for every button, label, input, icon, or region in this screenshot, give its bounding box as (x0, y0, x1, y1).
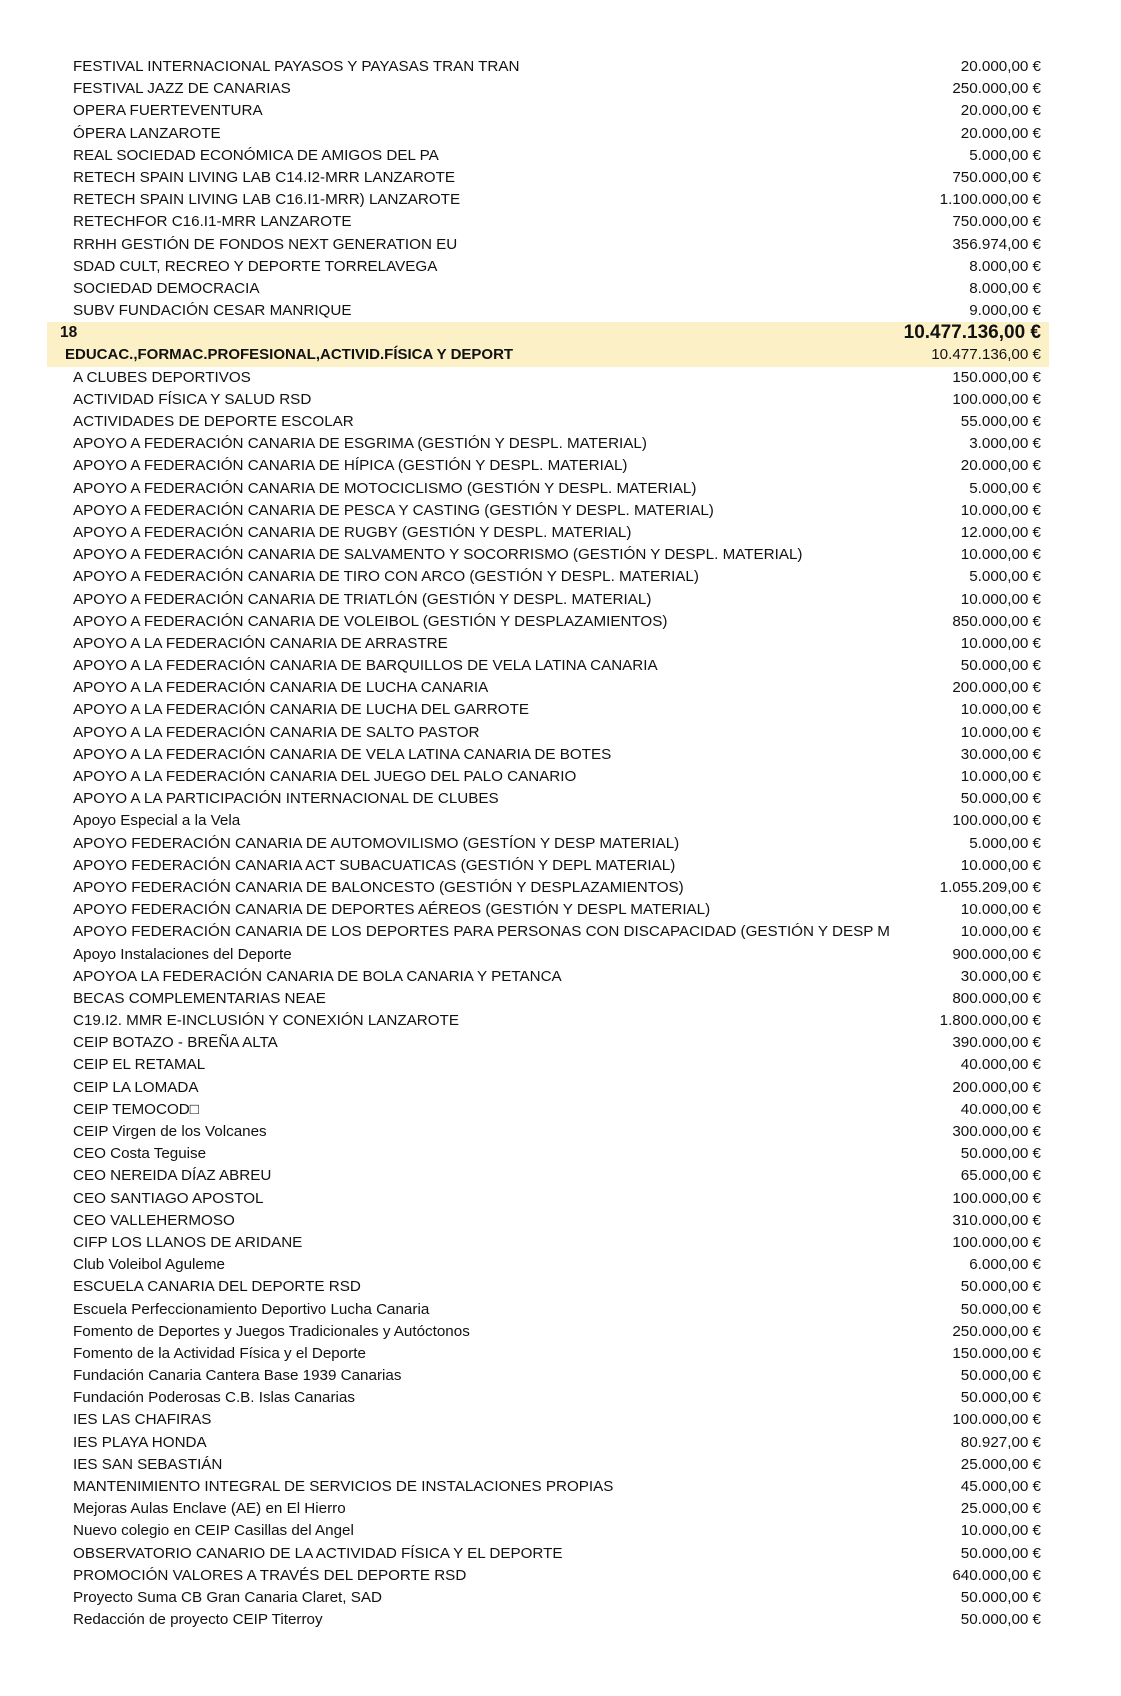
budget-row (47, 300, 1049, 322)
section-name: EDUCAC.,FORMAC.PROFESIONAL,ACTIVID.FÍSICA Y DEPORT (65, 346, 514, 364)
row-label: IES LAS CHAFIRAS (73, 1411, 212, 1429)
budget-row (47, 234, 1049, 256)
budget-table (47, 56, 1049, 1631)
row-amount: 100.000,00 € (952, 390, 1041, 408)
row-label: APOYO A LA PARTICIPACIÓN INTERNACIONAL DE CLUBES (73, 790, 499, 808)
row-label: Fundación Poderosas C.B. Islas Canarias (73, 1389, 355, 1407)
row-label: RETECHFOR C16.I1-MRR LANZAROTE (73, 213, 352, 231)
budget-row (47, 1121, 1049, 1143)
row-amount: 10.000,00 € (960, 723, 1041, 741)
row-label: Fundación Canaria Cantera Base 1939 Canarias (73, 1367, 402, 1385)
row-amount: 12.000,00 € (960, 523, 1041, 541)
row-amount: 750.000,00 € (952, 213, 1041, 231)
row-amount: 20.000,00 € (960, 457, 1041, 475)
row-label: FESTIVAL JAZZ DE CANARIAS (73, 80, 291, 98)
row-amount: 100.000,00 € (952, 812, 1041, 830)
row-amount: 50.000,00 € (960, 1300, 1041, 1318)
row-label: APOYO A LA FEDERACIÓN CANARIA DE LUCHA CANARIA (73, 679, 489, 697)
budget-row (47, 566, 1049, 588)
budget-row (47, 278, 1049, 300)
row-label: Escuela Perfeccionamiento Deportivo Lucha Canaria (73, 1300, 430, 1318)
row-label: Apoyo Especial a la Vela (73, 812, 241, 830)
budget-row (47, 655, 1049, 677)
row-amount: 200.000,00 € (952, 679, 1041, 697)
row-label: SOCIEDAD DEMOCRACIA (73, 279, 260, 297)
budget-row (47, 367, 1049, 389)
row-amount: 850.000,00 € (952, 612, 1041, 630)
row-amount: 390.000,00 € (952, 1034, 1041, 1052)
row-amount: 356.974,00 € (952, 235, 1041, 253)
row-amount: 310.000,00 € (952, 1211, 1041, 1229)
budget-row (47, 1210, 1049, 1232)
budget-row (47, 1498, 1049, 1520)
budget-row (47, 810, 1049, 832)
items-after-section (47, 367, 1049, 1632)
row-label: REAL SOCIEDAD ECONÓMICA DE AMIGOS DEL PA (73, 146, 439, 164)
row-label: A CLUBES DEPORTIVOS (73, 368, 251, 386)
row-label: CEO NEREIDA DÍAZ ABREU (73, 1167, 272, 1185)
budget-row (47, 855, 1049, 877)
budget-row (47, 1587, 1049, 1609)
row-amount: 10.000,00 € (960, 501, 1041, 519)
budget-row (47, 877, 1049, 899)
budget-row (47, 899, 1049, 921)
row-amount: 20.000,00 € (960, 58, 1041, 75)
row-label: ACTIVIDAD FÍSICA Y SALUD RSD (73, 390, 312, 408)
row-amount: 6.000,00 € (969, 1256, 1041, 1274)
row-label: Mejoras Aulas Enclave (AE) en El Hierro (73, 1500, 346, 1518)
budget-row (47, 788, 1049, 810)
budget-row (47, 389, 1049, 411)
budget-row (47, 433, 1049, 455)
budget-row (47, 589, 1049, 611)
row-amount: 40.000,00 € (960, 1100, 1041, 1118)
budget-row (47, 1165, 1049, 1187)
budget-row (47, 189, 1049, 211)
row-amount: 1.800.000,00 € (939, 1012, 1041, 1030)
budget-row (47, 677, 1049, 699)
row-label: C19.I2. MMR E-INCLUSIÓN Y CONEXIÓN LANZAROTE (73, 1012, 459, 1030)
section-header-row (47, 322, 1049, 344)
row-label: ESCUELA CANARIA DEL DEPORTE RSD (73, 1278, 361, 1296)
budget-row (47, 211, 1049, 233)
row-label: APOYO A LA FEDERACIÓN CANARIA DE VELA LATINA CANARIA DE BOTES (73, 745, 612, 763)
row-amount: 5.000,00 € (969, 834, 1041, 852)
row-label: RETECH SPAIN LIVING LAB C16.I1-MRR) LANZAROTE (73, 191, 461, 209)
row-amount: 20.000,00 € (960, 124, 1041, 142)
row-amount: 250.000,00 € (952, 1322, 1041, 1340)
row-label: SDAD CULT, RECREO Y DEPORTE TORRELAVEGA (73, 257, 438, 275)
row-amount: 1.055.209,00 € (939, 878, 1041, 896)
budget-row (47, 1077, 1049, 1099)
budget-row (47, 966, 1049, 988)
row-amount: 10.000,00 € (960, 856, 1041, 874)
budget-row (47, 1143, 1049, 1165)
row-amount: 25.000,00 € (960, 1500, 1041, 1518)
row-label: ÓPERA LANZAROTE (73, 124, 221, 142)
budget-row (47, 1010, 1049, 1032)
row-label: Proyecto Suma CB Gran Canaria Claret, SAD (73, 1588, 382, 1606)
row-amount: 30.000,00 € (960, 967, 1041, 985)
row-label: APOYO A FEDERACIÓN CANARIA DE ESGRIMA (GESTIÓN Y DESPL. MATERIAL) (73, 435, 647, 453)
row-amount: 9.000,00 € (969, 302, 1041, 320)
budget-row (47, 699, 1049, 721)
budget-row (47, 744, 1049, 766)
row-amount: 50.000,00 € (960, 657, 1041, 675)
budget-row (47, 1099, 1049, 1121)
row-label: APOYO A FEDERACIÓN CANARIA DE RUGBY (GESTIÓN Y DESPL. MATERIAL) (73, 523, 632, 541)
budget-row (47, 522, 1049, 544)
row-amount: 5.000,00 € (969, 479, 1041, 497)
budget-row (47, 544, 1049, 566)
row-label: Fomento de la Actividad Física y el Deporte (73, 1344, 366, 1362)
row-label: RETECH SPAIN LIVING LAB C14.I2-MRR LANZAROTE (73, 168, 456, 186)
row-amount: 25.000,00 € (960, 1455, 1041, 1473)
row-label: CEO SANTIAGO APOSTOL (73, 1189, 264, 1207)
row-amount: 50.000,00 € (960, 1588, 1041, 1606)
row-amount: 8.000,00 € (969, 279, 1041, 297)
row-amount: 10.000,00 € (960, 901, 1041, 919)
row-amount: 100.000,00 € (952, 1189, 1041, 1207)
row-amount: 800.000,00 € (952, 989, 1041, 1007)
budget-row (47, 1343, 1049, 1365)
budget-row (47, 1254, 1049, 1276)
row-label: APOYO A FEDERACIÓN CANARIA DE PESCA Y CASTING (GESTIÓN Y DESPL. MATERIAL) (73, 501, 714, 519)
budget-row (47, 1188, 1049, 1210)
row-label: BECAS COMPLEMENTARIAS NEAE (73, 989, 326, 1007)
row-amount: 200.000,00 € (952, 1078, 1041, 1096)
row-amount: 10.000,00 € (960, 590, 1041, 608)
row-amount: 50.000,00 € (960, 1145, 1041, 1163)
row-label: OBSERVATORIO CANARIO DE LA ACTIVIDAD FÍSICA Y EL DEPORTE (73, 1544, 563, 1562)
budget-row (47, 1032, 1049, 1054)
row-label: OPERA FUERTEVENTURA (73, 102, 263, 120)
budget-row (47, 1276, 1049, 1298)
section-name-row (47, 344, 1049, 366)
budget-row (47, 1432, 1049, 1454)
budget-row (47, 500, 1049, 522)
budget-row (47, 1365, 1049, 1387)
row-label: IES PLAYA HONDA (73, 1433, 207, 1451)
budget-row (47, 988, 1049, 1010)
budget-row (47, 123, 1049, 145)
row-amount: 3.000,00 € (969, 435, 1041, 453)
budget-row (47, 1565, 1049, 1587)
budget-row (47, 100, 1049, 122)
budget-row (47, 56, 1049, 78)
budget-row (47, 611, 1049, 633)
row-label: APOYO A FEDERACIÓN CANARIA DE MOTOCICLISMO (GESTIÓN Y DESPL. MATERIAL) (73, 479, 697, 497)
budget-row (47, 1321, 1049, 1343)
row-amount: 300.000,00 € (952, 1123, 1041, 1140)
row-amount: 80.927,00 € (960, 1433, 1041, 1451)
row-label: CEIP BOTAZO - BREÑA ALTA (73, 1034, 278, 1052)
budget-row (47, 1232, 1049, 1254)
budget-row (47, 1299, 1049, 1321)
row-label: APOYO FEDERACIÓN CANARIA ACT SUBACUATICAS (GESTIÓN Y DEPL MATERIAL) (73, 856, 676, 874)
row-label: APOYO A FEDERACIÓN CANARIA DE HÍPICA (GESTIÓN Y DESPL. MATERIAL) (73, 457, 628, 475)
row-label: APOYO A FEDERACIÓN CANARIA DE VOLEIBOL (GESTIÓN Y DESPLAZAMIENTOS) (73, 612, 668, 630)
row-label: CEIP EL RETAMAL (73, 1056, 206, 1074)
row-label: IES SAN SEBASTIÁN (73, 1455, 223, 1473)
row-label: Nuevo colegio en CEIP Casillas del Angel (73, 1522, 354, 1540)
budget-row (47, 633, 1049, 655)
row-amount: 50.000,00 € (960, 1611, 1041, 1629)
row-label: APOYO A LA FEDERACIÓN CANARIA DE BARQUILLOS DE VELA LATINA CANARIA (73, 657, 658, 675)
budget-row (47, 722, 1049, 744)
row-label: RRHH GESTIÓN DE FONDOS NEXT GENERATION EU (73, 235, 458, 253)
row-label: APOYO FEDERACIÓN CANARIA DE AUTOMOVILISMO (GESTÍON Y DESP MATERIAL) (73, 834, 680, 852)
row-amount: 10.000,00 € (960, 768, 1041, 785)
budget-row (47, 1609, 1049, 1631)
row-amount: 50.000,00 € (960, 1544, 1041, 1562)
row-amount: 150.000,00 € (952, 368, 1041, 386)
row-label: APOYO FEDERACIÓN CANARIA DE BALONCESTO (GESTIÓN Y DESPLAZAMIENTOS) (73, 878, 684, 896)
row-amount: 100.000,00 € (952, 1411, 1041, 1429)
row-label: SUBV FUNDACIÓN CESAR MANRIQUE (73, 302, 352, 320)
row-amount: 50.000,00 € (960, 1367, 1041, 1385)
budget-row (47, 1476, 1049, 1498)
budget-row (47, 1543, 1049, 1565)
row-amount: 30.000,00 € (960, 745, 1041, 763)
row-label: APOYO FEDERACIÓN CANARIA DE DEPORTES AÉREOS (GESTIÓN Y DESPL MATERIAL) (73, 901, 711, 919)
row-label: APOYO A LA FEDERACIÓN CANARIA DE ARRASTRE (73, 634, 448, 652)
row-amount: 10.000,00 € (960, 701, 1041, 719)
row-amount: 10.000,00 € (960, 1522, 1041, 1540)
row-label: APOYO A FEDERACIÓN CANARIA DE SALVAMENTO Y SOCORRISMO (GESTIÓN Y DESPL. MATERIAL) (73, 546, 803, 564)
budget-row (47, 167, 1049, 189)
row-amount: 10.000,00 € (960, 546, 1041, 564)
section-subtotal: 10.477.136,00 € (931, 346, 1041, 364)
budget-row (47, 145, 1049, 167)
budget-row (47, 766, 1049, 788)
row-amount: 20.000,00 € (960, 102, 1041, 120)
row-label: APOYO A LA FEDERACIÓN CANARIA DEL JUEGO DEL PALO CANARIO (73, 768, 577, 785)
row-amount: 50.000,00 € (960, 1389, 1041, 1407)
row-label: APOYO A LA FEDERACIÓN CANARIA DE LUCHA DEL GARROTE (73, 701, 530, 719)
budget-row (47, 455, 1049, 477)
row-label: APOYOA LA FEDERACIÓN CANARIA DE BOLA CANARIA Y PETANCA (73, 967, 562, 985)
row-amount: 10.000,00 € (960, 923, 1041, 941)
row-label: CEO Costa Teguise (73, 1145, 207, 1163)
budget-row (47, 411, 1049, 433)
row-amount: 1.100.000,00 € (939, 191, 1041, 209)
row-amount: 900.000,00 € (952, 945, 1041, 963)
row-label: Apoyo Instalaciones del Deporte (73, 945, 292, 963)
budget-row (47, 1409, 1049, 1431)
row-amount: 750.000,00 € (952, 168, 1041, 186)
row-label: PROMOCIÓN VALORES A TRAVÉS DEL DEPORTE RSD (73, 1566, 467, 1584)
row-label: CEIP LA LOMADA (73, 1078, 199, 1096)
row-label: ACTIVIDADES DE DEPORTE ESCOLAR (73, 413, 354, 430)
row-amount: 55.000,00 € (960, 413, 1041, 430)
row-amount: 5.000,00 € (969, 568, 1041, 586)
row-amount: 150.000,00 € (952, 1344, 1041, 1362)
row-amount: 100.000,00 € (952, 1233, 1041, 1251)
budget-row (47, 944, 1049, 966)
row-amount: 65.000,00 € (960, 1167, 1041, 1185)
row-label: CEIP TEMOCOD□ (73, 1100, 199, 1118)
row-label: CEIP Virgen de los Volcanes (73, 1123, 267, 1140)
row-label: APOYO A LA FEDERACIÓN CANARIA DE SALTO PASTOR (73, 723, 480, 741)
budget-row (47, 1054, 1049, 1076)
row-label: Redacción de proyecto CEIP Titerroy (73, 1611, 323, 1629)
row-label: Fomento de Deportes y Juegos Tradicionales y Autóctonos (73, 1322, 470, 1340)
budget-row (47, 921, 1049, 943)
budget-row (47, 478, 1049, 500)
row-label: CIFP LOS LLANOS DE ARIDANE (73, 1233, 303, 1251)
row-amount: 640.000,00 € (952, 1566, 1041, 1584)
budget-row (47, 256, 1049, 278)
row-label: MANTENIMIENTO INTEGRAL DE SERVICIOS DE INSTALACIONES PROPIAS (73, 1478, 614, 1495)
budget-row (47, 78, 1049, 100)
row-label: APOYO A FEDERACIÓN CANARIA DE TIRO CON ARCO (GESTIÓN Y DESPL. MATERIAL) (73, 568, 699, 586)
row-label: FESTIVAL INTERNACIONAL PAYASOS Y PAYASAS TRAN TRAN (73, 58, 520, 75)
row-label: APOYO FEDERACIÓN CANARIA DE LOS DEPORTES PARA PERSONAS CON DISCAPACIDAD (GESTIÓN Y DESP M (73, 923, 890, 941)
row-amount: 8.000,00 € (969, 257, 1041, 275)
row-amount: 40.000,00 € (960, 1056, 1041, 1074)
row-amount: 45.000,00 € (960, 1478, 1041, 1495)
row-label: Club Voleibol Aguleme (73, 1256, 225, 1274)
row-label: CEO VALLEHERMOSO (73, 1211, 235, 1229)
budget-row (47, 1454, 1049, 1476)
row-amount: 50.000,00 € (960, 790, 1041, 808)
section-number: 18 (60, 324, 78, 342)
items-before-section (47, 56, 1049, 322)
row-label: APOYO A FEDERACIÓN CANARIA DE TRIATLÓN (GESTIÓN Y DESPL. MATERIAL) (73, 590, 652, 608)
row-amount: 10.000,00 € (960, 634, 1041, 652)
row-amount: 250.000,00 € (952, 80, 1041, 98)
section-total: 10.477.136,00 € (903, 322, 1041, 344)
budget-row (47, 1520, 1049, 1542)
row-amount: 5.000,00 € (969, 146, 1041, 164)
budget-row (47, 1387, 1049, 1409)
row-amount: 50.000,00 € (960, 1278, 1041, 1296)
budget-row (47, 833, 1049, 855)
